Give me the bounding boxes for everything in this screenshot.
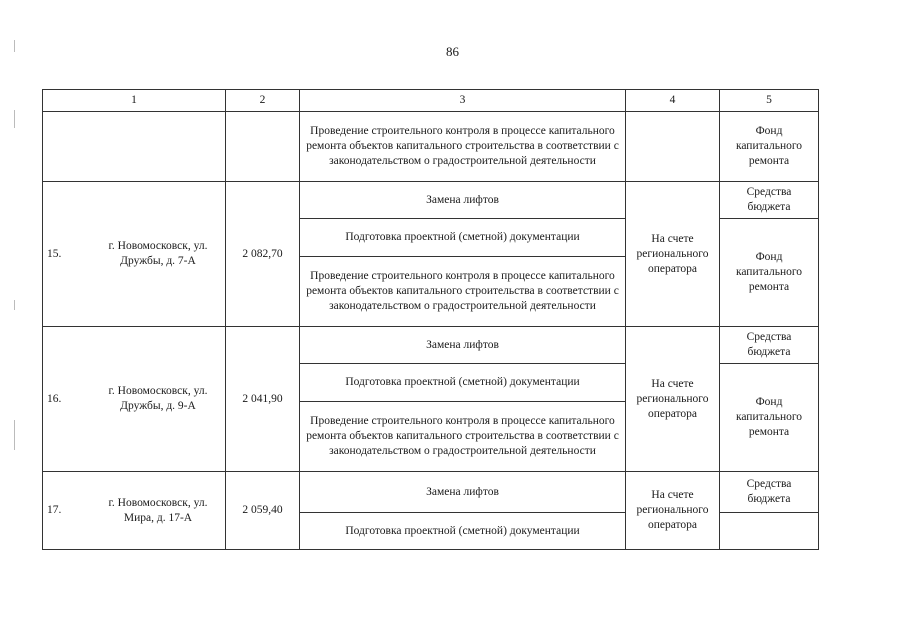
work-description: Подготовка проектной (сметной) документации [300,364,626,402]
header-row [43,90,819,112]
funding-source: Фонд капитального ремонта [720,112,819,182]
column-header: 4 [626,90,720,112]
empty-cell [43,112,226,182]
empty-cell [626,112,720,182]
page-number: 86 [446,44,459,59]
entry-number: 16. [47,392,62,405]
work-description: Проведение строительного контроля в процессе капитального ремонта объектов капитального строительства в соответствии с законодательством о градостроительной деятельности [300,257,626,327]
object-area: 2 059,40 [226,472,300,550]
column-header: 5 [720,90,819,112]
table-row [43,182,819,219]
empty-cell [226,112,300,182]
account-type: На счете регионального оператора [626,327,720,472]
entry-number: 17. [47,504,62,516]
column-header: 1 [43,90,226,112]
account-type: На счете регионального оператора [626,182,720,327]
table-row [43,472,819,513]
entry-number: 15. [47,247,62,260]
column-header: 2 [226,90,300,112]
object-address: г. Новомосковск, ул. Дружбы, д. 7-А [108,240,208,267]
funding-source: Средства бюджета [720,182,819,219]
margin-mark [14,420,15,450]
funding-source: Средства бюджета [720,472,819,513]
object-area: 2 082,70 [226,182,300,327]
object-cell [43,182,226,327]
work-description: Замена лифтов [300,472,626,513]
column-header: 3 [300,90,626,112]
work-description: Проведение строительного контроля в процессе капитального ремонта объектов капитального строительства в соответствии с законодательством о градостроительной деятельности [300,402,626,472]
margin-mark [14,110,15,128]
table-row [43,112,819,182]
funding-source: Фонд капитального ремонта [720,364,819,472]
account-type: На счете регионального оператора [626,472,720,550]
object-area: 2 041,90 [226,327,300,472]
work-description: Проведение строительного контроля в процессе капитального ремонта объектов капитального строительства в соответствии с законодательством о градостроительной деятельности [300,112,626,182]
object-address: г. Новомосковск, ул. Мира, д. 17-А [108,496,208,524]
work-description: Замена лифтов [300,182,626,219]
work-description: Подготовка проектной (сметной) документации [300,513,626,550]
work-description: Замена лифтов [300,327,626,364]
work-description: Подготовка проектной (сметной) документации [300,219,626,257]
funding-source [720,513,819,550]
object-cell [43,327,226,472]
object-cell [43,472,226,550]
object-address: г. Новомосковск, ул. Дружбы, д. 9-А [108,385,208,412]
repair-schedule-table [42,89,819,550]
funding-source: Средства бюджета [720,327,819,364]
table-row [43,327,819,364]
margin-mark [14,300,15,310]
funding-source: Фонд капитального ремонта [720,219,819,327]
